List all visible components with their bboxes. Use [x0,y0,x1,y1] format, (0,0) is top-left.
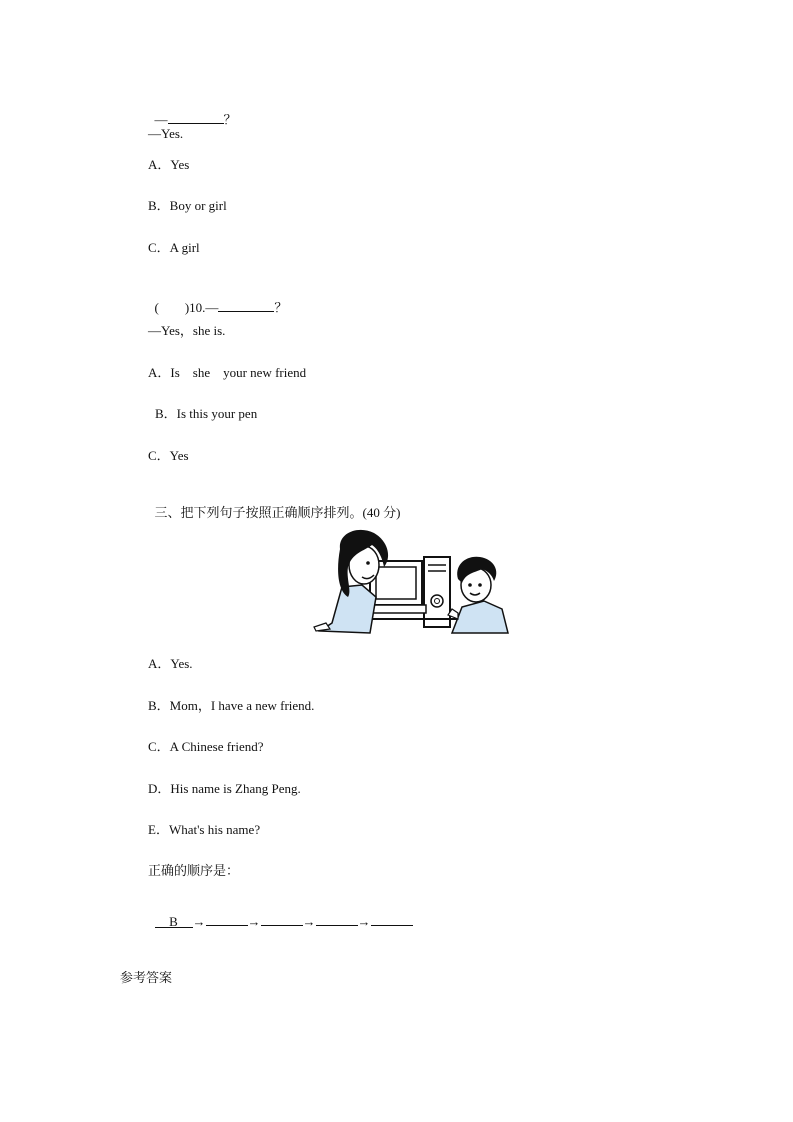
section3-title [148,489,400,522]
order-blank-3 [261,912,303,926]
q9-option-b: B．Boy or girl [148,198,227,213]
computer-tower-icon [424,557,450,627]
q10-number: ( )10.— [154,300,219,315]
q9-prompt [148,94,237,128]
order-blank-1 [155,914,193,928]
q10-option-a: A．Is she your new friend [148,365,307,380]
sentence-b: B．Mom，I have a new friend. [148,698,315,713]
q10-blank [218,298,274,312]
q10-response: —Yes，she is. [148,323,226,338]
sentence-a: A．Yes. [148,656,193,671]
order-blank-4 [316,912,358,926]
order-blank-5 [371,912,413,926]
q9-option-c: C．A girl [148,240,200,255]
sentence-c: C．A Chinese friend? [148,739,264,754]
q9-dash: — [154,112,168,127]
section3-title-score: (40 分) [362,505,401,520]
order-answer-row [148,896,413,930]
arrow-1: → [192,914,206,929]
arrow-3: → [302,914,316,929]
order-first-answer: B [169,914,178,929]
sentence-d: D．His name is Zhang Peng. [148,781,301,796]
q10-option-c: C．Yes [148,448,189,463]
arrow-2: → [247,914,261,929]
order-blank-2 [206,912,248,926]
mother-and-son-at-computer-illustration [312,527,522,635]
q9-response: —Yes. [148,126,184,141]
arrow-4: → [357,914,371,929]
q10-prompt [148,282,287,316]
sentence-e: E．What's his name? [148,822,261,837]
reference-answers-heading: 参考答案 [120,971,173,986]
q9-prompt-end: ？ [223,112,237,127]
q10-prompt-end: ？ [274,300,288,315]
boy-figure [448,557,508,633]
q10-option-b: B．Is this your pen [155,406,258,421]
q9-option-a: A．Yes [148,157,190,172]
order-label: 正确的顺序是： [148,864,240,879]
q9-blank [168,110,224,124]
section3-title-cn: 三、把下列句子按照正确顺序排列。 [154,506,363,521]
